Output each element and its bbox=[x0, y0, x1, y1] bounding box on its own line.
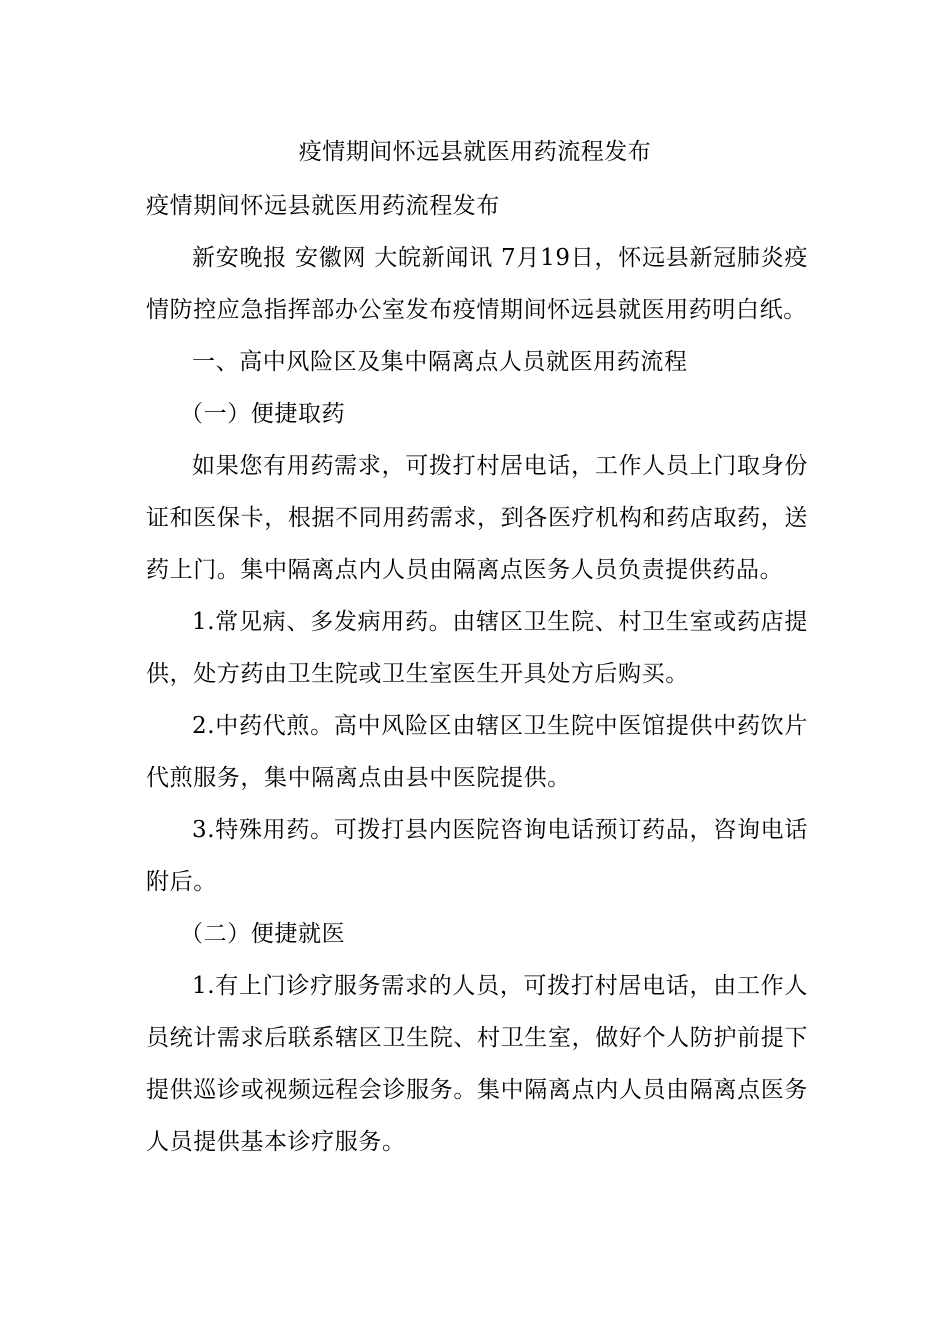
subsection-heading-1: （一）便捷取药 bbox=[180, 401, 346, 427]
list-item-special-medicine: 3.特殊用药。可拨打县内医院咨询电话预订药品，咨询电话附后。 bbox=[146, 817, 808, 895]
document-subtitle: 疫情期间怀远县就医用药流程发布 bbox=[146, 193, 500, 219]
paragraph-medicine-pickup: 如果您有用药需求，可拨打村居电话，工作人员上门取身份证和医保卡，根据不同用药需求，到各医疗机构和药店取药，送药上门。集中隔离点内人员由隔离点医务人员负责提供药品。 bbox=[146, 453, 808, 583]
list-item-herbal-decoction: 2.中药代煎。高中风险区由辖区卫生院中医馆提供中药饮片代煎服务，集中隔离点由县中医院提供。 bbox=[146, 713, 808, 791]
list-item-home-treatment: 1.有上门诊疗服务需求的人员，可拨打村居电话，由工作人员统计需求后联系辖区卫生院、村卫生室，做好个人防护前提下提供巡诊或视频远程会诊服务。集中隔离点内人员由隔离点医务人员提供基本诊疗服务。 bbox=[146, 973, 808, 1155]
list-item-common-medicine: 1.常见病、多发病用药。由辖区卫生院、村卫生室或药店提供，处方药由卫生院或卫生室医生开具处方后购买。 bbox=[146, 609, 808, 687]
paragraph-intro: 新安晚报 安徽网 大皖新闻讯 7月19日，怀远县新冠肺炎疫情防控应急指挥部办公室发布疫情期间怀远县就医用药明白纸。 bbox=[146, 245, 808, 323]
subsection-heading-2: （二）便捷就医 bbox=[180, 921, 346, 947]
section-heading-1: 一、高中风险区及集中隔离点人员就医用药流程 bbox=[192, 349, 688, 375]
document-body bbox=[146, 180, 808, 1168]
document-title: 疫情期间怀远县就医用药流程发布 bbox=[298, 139, 652, 165]
